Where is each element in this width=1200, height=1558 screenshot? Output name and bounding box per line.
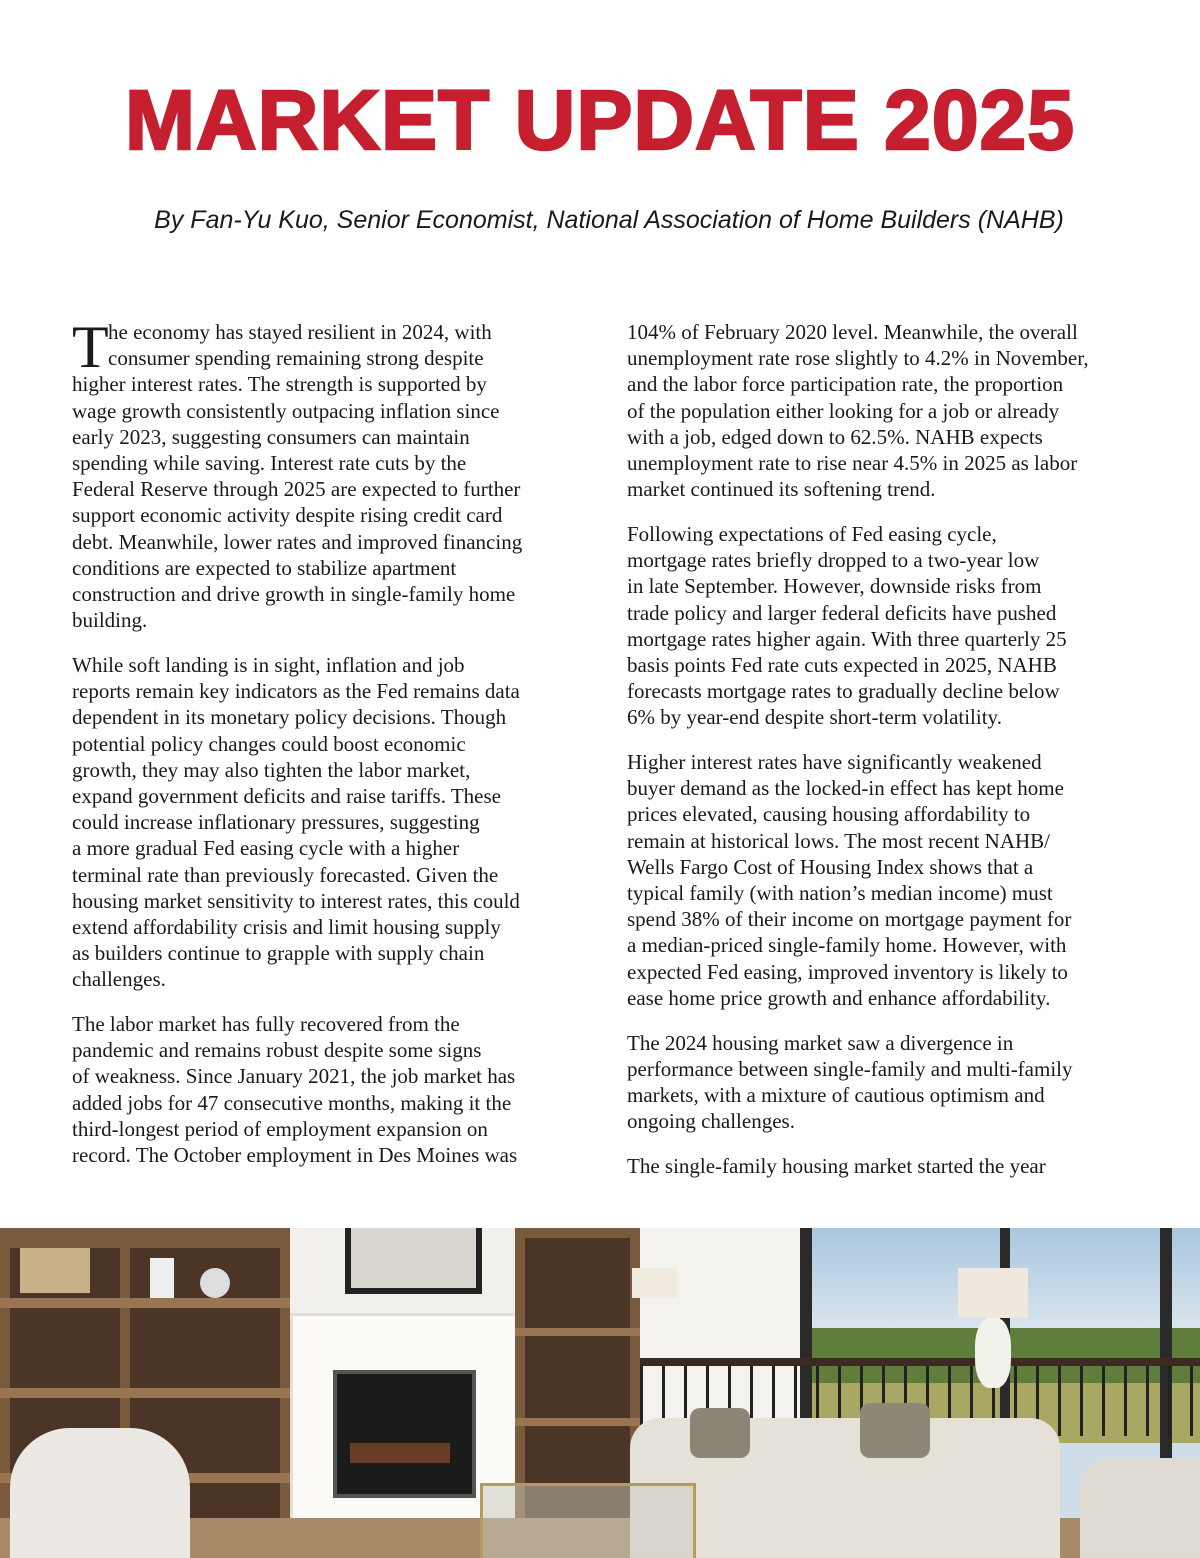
paragraph-line: mortgage rates higher again. With three quarterly 25 bbox=[627, 626, 1067, 651]
paragraph-line: early 2023, suggesting consumers can maintain bbox=[72, 424, 470, 449]
paragraph-line: potential policy changes could boost economic bbox=[72, 731, 466, 756]
article-left-column bbox=[72, 314, 592, 1187]
article-paragraph bbox=[627, 319, 1147, 502]
byline: By Fan-Yu Kuo, Senior Economist, National Association of Home Builders (NAHB) bbox=[154, 206, 1064, 234]
paragraph-line: pandemic and remains robust despite some signs bbox=[72, 1038, 482, 1063]
paragraph-line: debt. Meanwhile, lower rates and improved financing bbox=[72, 529, 523, 554]
paragraph-line: markets, with a mixture of cautious optimism and bbox=[627, 1082, 1045, 1107]
paragraph-line: typical family (with nation’s median income) must bbox=[627, 881, 1053, 906]
paragraph-line: unemployment rate to rise near 4.5% in 2025 as labor bbox=[627, 451, 1078, 476]
paragraph-line: conditions are expected to stabilize apartment bbox=[72, 555, 457, 580]
paragraph-line: 6% by year-end despite short-term volatility. bbox=[627, 705, 1002, 730]
paragraph-line: trade policy and larger federal deficits have pushed bbox=[627, 600, 1057, 625]
paragraph-line: he economy has stayed resilient in 2024, with bbox=[108, 320, 492, 344]
paragraph-line: buyer demand as the locked-in effect has kept home bbox=[627, 776, 1064, 801]
living-room-photo bbox=[0, 1228, 1200, 1558]
paragraph-line: extend affordability crisis and limit housing supply bbox=[72, 914, 501, 939]
paragraph-line: of weakness. Since January 2021, the job market has bbox=[72, 1064, 516, 1089]
article-paragraph bbox=[72, 652, 592, 993]
paragraph-line: in late September. However, downside risks from bbox=[627, 574, 1042, 599]
paragraph-line: growth, they may also tighten the labor market, bbox=[72, 757, 471, 782]
article-paragraph bbox=[627, 1153, 1147, 1179]
paragraph-line: construction and drive growth in single-family home bbox=[72, 582, 516, 607]
paragraph-line: The single-family housing market started the year bbox=[627, 1153, 1046, 1178]
paragraph-line: ease home price growth and enhance affordability. bbox=[627, 985, 1051, 1010]
paragraph-line: terminal rate than previously forecasted. Given the bbox=[72, 862, 499, 887]
paragraph-line: unemployment rate rose slightly to 4.2% in November, bbox=[627, 346, 1089, 371]
page-title: MARKET UPDATE 2025 bbox=[125, 73, 1075, 167]
paragraph-line: wage growth consistently outpacing inflation since bbox=[72, 398, 500, 423]
paragraph-line: expand government deficits and raise tariffs. These bbox=[72, 783, 501, 808]
paragraph-line: with a job, edged down to 62.5%. NAHB expects bbox=[627, 424, 1043, 449]
paragraph-line: housing market sensitivity to interest rates, this could bbox=[72, 888, 520, 913]
paragraph-line: spending while saving. Interest rate cuts by the bbox=[72, 451, 467, 476]
paragraph-line: The 2024 housing market saw a divergence in bbox=[627, 1030, 1014, 1055]
paragraph-line: dependent in its monetary policy decisions. Though bbox=[72, 705, 507, 730]
paragraph-line: prices elevated, causing housing affordability to bbox=[627, 802, 1031, 827]
paragraph-line: basis points Fed rate cuts expected in 2025, NAHB bbox=[627, 652, 1057, 677]
article-paragraph bbox=[627, 521, 1147, 731]
paragraph-line: forecasts mortgage rates to gradually decline below bbox=[627, 679, 1060, 704]
paragraph-line: support economic activity despite rising credit card bbox=[72, 503, 503, 528]
article-paragraph bbox=[72, 1011, 592, 1168]
paragraph-line: challenges. bbox=[72, 967, 166, 992]
paragraph-line: as builders continue to grapple with supply chain bbox=[72, 941, 485, 966]
paragraph-line: 104% of February 2020 level. Meanwhile, the overall bbox=[627, 320, 1078, 344]
paragraph-line: reports remain key indicators as the Fed remains data bbox=[72, 679, 520, 704]
paragraph-line: added jobs for 47 consecutive months, making it the bbox=[72, 1090, 512, 1115]
article-paragraph bbox=[627, 1030, 1147, 1135]
paragraph-line: could increase inflationary pressures, suggesting bbox=[72, 810, 480, 835]
paragraph-line: Wells Fargo Cost of Housing Index shows that a bbox=[627, 854, 1034, 879]
paragraph-line: Higher interest rates have significantly weakened bbox=[627, 750, 1042, 775]
paragraph-line: a more gradual Fed easing cycle with a higher bbox=[72, 836, 460, 861]
paragraph-line: spend 38% of their income on mortgage payment for bbox=[627, 907, 1072, 932]
drop-cap: T bbox=[72, 314, 109, 380]
paragraph-line: of the population either looking for a job or already bbox=[627, 398, 1060, 423]
paragraph-line: performance between single-family and multi-family bbox=[627, 1056, 1073, 1081]
paragraph-line: third-longest period of employment expansion on bbox=[72, 1116, 488, 1141]
paragraph-line: While soft landing is in sight, inflation and job bbox=[72, 652, 465, 677]
paragraph-line: market continued its softening trend. bbox=[627, 477, 936, 502]
paragraph-line: mortgage rates briefly dropped to a two-year low bbox=[627, 548, 1040, 573]
paragraph-line: ongoing challenges. bbox=[627, 1109, 795, 1134]
article-paragraph bbox=[72, 314, 592, 633]
paragraph-line: record. The October employment in Des Moines was bbox=[72, 1143, 518, 1168]
paragraph-line: and the labor force participation rate, the proportion bbox=[627, 372, 1064, 397]
paragraph-line: higher interest rates. The strength is supported by bbox=[72, 372, 487, 397]
paragraph-line: remain at historical lows. The most recent NAHB/ bbox=[627, 828, 1051, 853]
paragraph-line: Following expectations of Fed easing cycle, bbox=[627, 521, 997, 546]
article-paragraph bbox=[627, 749, 1147, 1011]
paragraph-line: consumer spending remaining strong despite bbox=[108, 346, 484, 371]
paragraph-line: Federal Reserve through 2025 are expected to further bbox=[72, 477, 521, 502]
paragraph-line: building. bbox=[72, 608, 148, 633]
paragraph-line: expected Fed easing, improved inventory is likely to bbox=[627, 959, 1068, 984]
article-right-column bbox=[627, 319, 1147, 1198]
paragraph-line: The labor market has fully recovered from the bbox=[72, 1012, 460, 1037]
paragraph-line: a median-priced single-family home. However, with bbox=[627, 933, 1067, 958]
